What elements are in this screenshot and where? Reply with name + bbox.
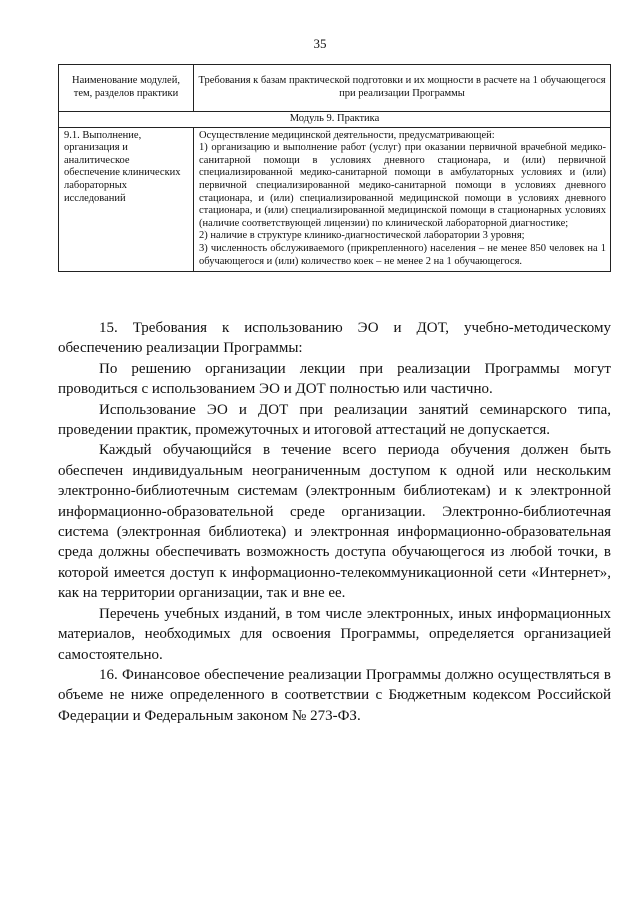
requirement-item: 1) организацию и выполнение работ (услуг) при оказании первичной врачебной медико-санитарной помощи в условиях дневного стационара, и (или) первичной специализированной медико-санитарной помощи в амбулаторных условиях и (или) первичной специализированной медико-санитарной помощи в условиях дневного стационара, и (или) специализированной медицинской помощи в условиях дневного стационара, и (или) специализированной медицинской помощи в стационарных условиях (наличие соответствующей лицензии) по клинической лабораторной диагностике; xyxy=(199,142,606,229)
paragraph: По решению организации лекции при реализации Программы могут проводиться с использованием ЭО и ДОТ полностью или частично. xyxy=(58,360,611,398)
requirement-item: 3) численность обслуживаемого (прикрепленного) населения – не менее 850 человек на 1 обучающегося и (или) количество коек – не менее 2 на 1 обучающегося. xyxy=(199,242,606,267)
page-number: 35 xyxy=(313,36,327,51)
paragraph: Использование ЭО и ДОТ при реализации занятий семинарского типа, проведении практик, промежуточных и итоговой аттестаций не допускается. xyxy=(58,401,611,439)
body-text xyxy=(58,318,611,726)
paragraph: Перечень учебных изданий, в том числе электронных, иных информационных материалов, необходимых для освоения Программы, определяется организацией самостоятельно. xyxy=(58,605,611,663)
header-requirements: Требования к базам практической подготовки и их мощности в расчете на 1 обучающегося при реализации Программы xyxy=(194,65,611,112)
requirement-intro: Осуществление медицинской деятельности, предусматривающей: xyxy=(199,129,495,141)
header-sections: Наименование модулей, тем, разделов практики xyxy=(59,65,194,112)
paragraph-15-heading: 15. Требования к использованию ЭО и ДОТ, учебно-методическому обеспечению реализации Программы: xyxy=(58,320,611,357)
paragraph-16: 16. Финансовое обеспечение реализации Программы должно осуществляться в объеме не ниже определенного в соответствии с Бюджетным кодексом Российской Федерации и Федеральным законом № 273-ФЗ. xyxy=(58,666,611,724)
table-row xyxy=(59,127,611,272)
requirement-item: 2) наличие в структуре клинико-диагностической лаборатории 3 уровня; xyxy=(199,230,525,242)
section-name: 9.1. Выполнение, организация и аналитическое обеспечение клинических лабораторных исследований xyxy=(59,127,194,272)
table-header-row xyxy=(59,65,611,112)
requirements-table xyxy=(58,64,611,272)
module-row xyxy=(59,112,611,128)
paragraph: Каждый обучающийся в течение всего периода обучения должен быть обеспечен индивидуальным неограниченным доступом к одной или нескольким электронно-библиотечным системам (электронным библиотекам) и к электронной информационно-образовательной среде организации. Электронно-библиотечная система (электронная библиотека) и электронная информационно-образовательная среда должны обеспечивать возможность доступа обучающегося из любой точки, в которой имеется доступ к информационно-телекоммуникационной сети «Интернет», как на территории организации, так и вне ее. xyxy=(58,442,611,602)
section-requirements xyxy=(194,127,611,272)
module-title: Модуль 9. Практика xyxy=(59,112,611,128)
